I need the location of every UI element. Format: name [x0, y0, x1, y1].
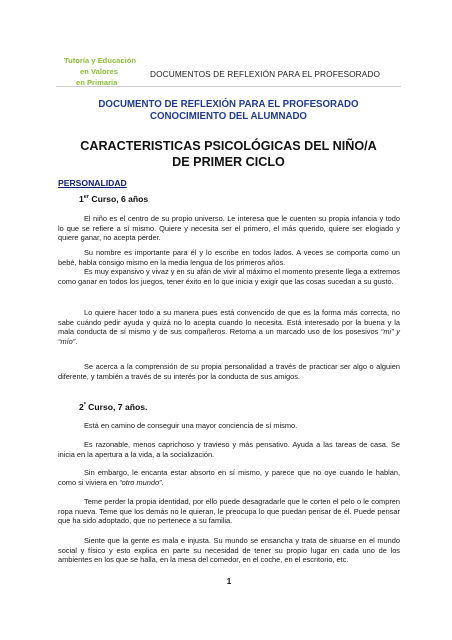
- subheading-2-number: 2: [79, 402, 84, 412]
- subheading-2-sup: º: [83, 402, 86, 409]
- logo: [56, 54, 137, 100]
- logo-line-3: en Primaria: [76, 78, 118, 87]
- paragraph-4: [58, 308, 400, 346]
- paragraph-5: Se acerca a la comprensión de su propia personalidad a través de practicar ser algo o alguien diferente, y también a través de su interés por la conducta de sus amigos.: [58, 362, 400, 381]
- paragraph-8-text: Sin embargo, le encanta estar absorto en sí mismo, y parece que no oye cuando le hablan, como si viviera en: [58, 468, 400, 487]
- paragraph-1: El niño es el centro de su propio universo. Le interesa que le cuenten su propia infancia y todo lo que se refiere a sí mismo. Quiere y necesita ser el primero, el más querido, quiere ser elogiado y quiere ganar, no acepta perder.: [58, 214, 400, 243]
- paragraph-10: Siente que la gente es mala e injusta. Su mundo se ensancha y trata de situarse en el mundo social y físico y esto explica en parte su necesidad de tener su propio lugar en cada uno de los ambientes en los que se halla, en la mesa del comedor, en el coche, en el escritorio, etc.: [58, 536, 400, 565]
- subheading-2-text: Curso, 7 años.: [85, 402, 148, 412]
- section-heading: PERSONALIDAD: [58, 178, 127, 188]
- paragraph-4-text: Lo quiere hacer todo a su manera pues está convencido de que es la forma más correcta, no sabe cuándo pedir ayuda y quizá no lo acepta cuando lo necesita. Está interesado por la buena y la mala conducta de sí mismo y de sus compañeros. Retorna a un marcado uso de los posesivos: [58, 308, 400, 337]
- header-divider: [56, 86, 401, 87]
- subheading-first-course: [79, 194, 148, 204]
- paragraph-7: Es razonable, menos caprichoso y travieso y más pensativo. Ayuda a las tareas de casa. Se inicia en la apertura a la vida, a la socialización.: [58, 440, 400, 459]
- paragraph-8: [58, 468, 400, 487]
- paragraph-4-quote: “mi” y “mío”: [58, 327, 400, 346]
- page-number: 1: [226, 577, 232, 586]
- header-title: DOCUMENTOS DE REFLEXIÓN PARA EL PROFESORADO: [150, 69, 381, 79]
- subheading-1-number: 1: [79, 194, 84, 204]
- paragraph-8-end: .: [161, 477, 164, 487]
- main-title-line-1: CARACTERISTICAS PSICOLÓGICAS DEL NIÑO/A: [80, 139, 377, 153]
- paragraph-2: Su nombre es importante para él y lo escribe en todos lados. A veces se comporta como un bebé, habla consigo mismo en la media lengua de los primeros años.: [58, 248, 400, 267]
- subheading-1-text: Curso, 6 años: [88, 194, 149, 204]
- paragraph-4-end: .: [75, 336, 78, 346]
- logo-line-2: en Valores: [80, 67, 118, 76]
- paragraph-9: Teme perder la propia identidad, por ello puede desagradarle que le corten el pelo o le compren ropa nueva. Teme que los demás no le quieran, le preocupa lo que puedan pensar de él. Puede pensar que ha sido adoptado, que no pertenece a su familia.: [58, 497, 400, 526]
- paragraph-8-quote: “otro mundo”: [119, 477, 162, 487]
- subheading-1-sup: er: [83, 194, 89, 201]
- doc-title-line-2: CONOCIMIENTO DEL ALUMNADO: [150, 111, 307, 122]
- paragraph-6: Está en camino de conseguir una mayor conciencia de sí mismo.: [84, 421, 298, 430]
- doc-title-line-1: DOCUMENTO DE REFLEXIÓN PARA EL PROFESORADO: [98, 99, 359, 110]
- paragraph-3: Es muy expansivo y vivaz y en su afán de vivir al máximo el momento presente llega a extremos como ganar en todos los juegos, tener éxito en lo que inicia y exigir que las cosas sucedan a su gusto.: [58, 267, 400, 286]
- main-title-line-2: DE PRIMER CICLO: [172, 155, 285, 169]
- subheading-second-course: [79, 402, 147, 412]
- logo-line-1: Tutoría y Educación: [64, 56, 137, 65]
